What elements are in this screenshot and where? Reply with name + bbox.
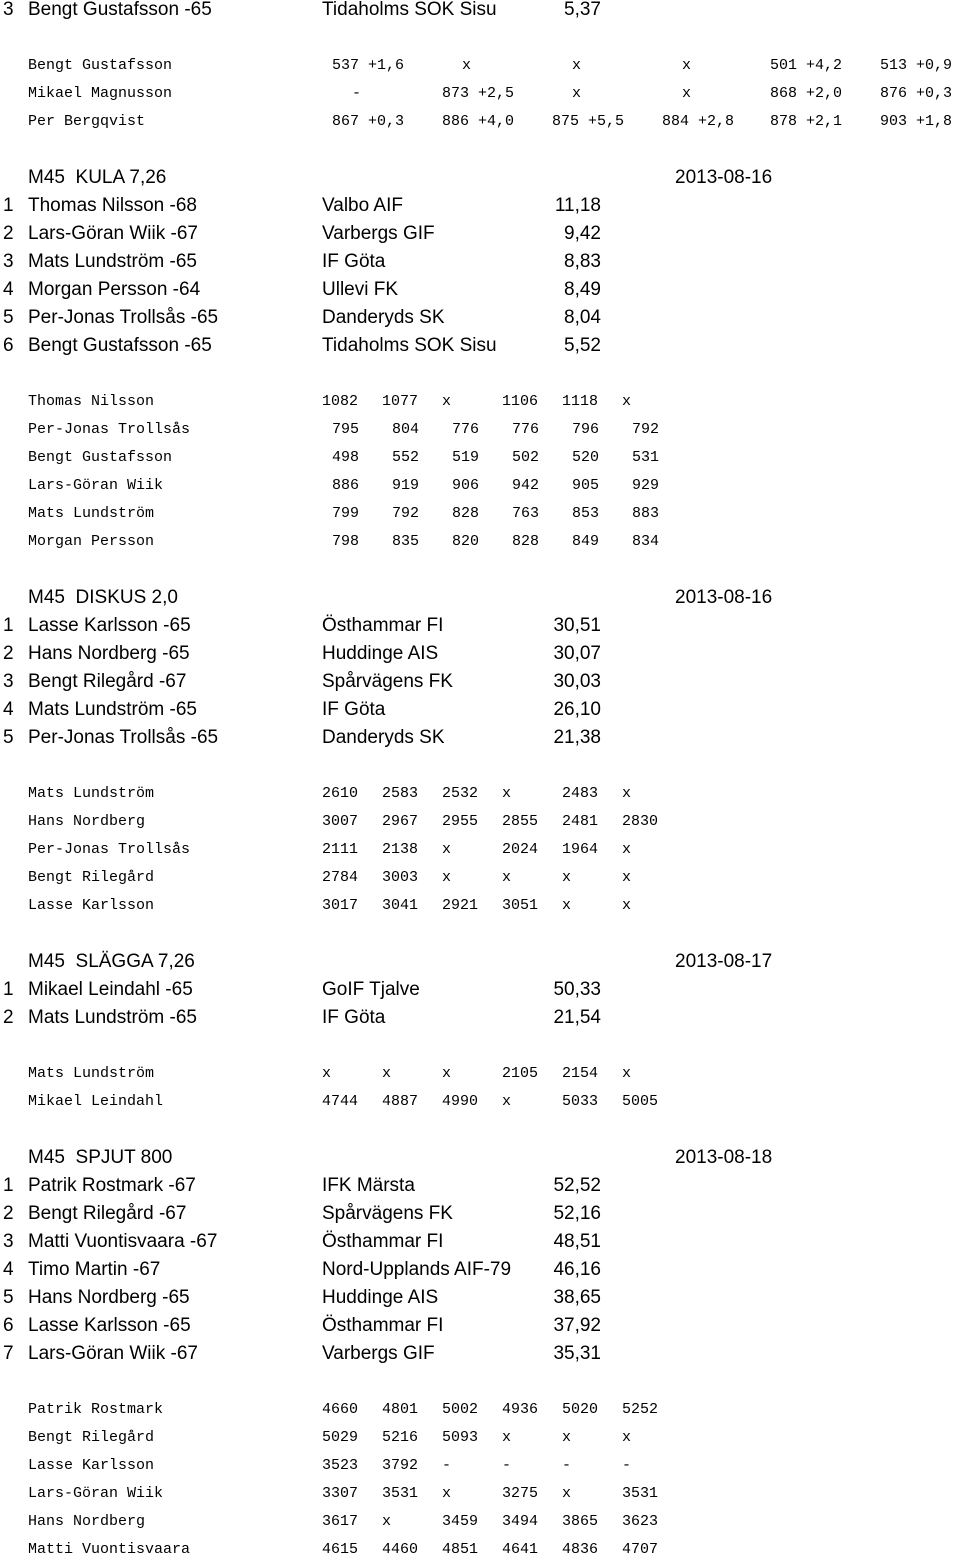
club-name: Ullevi FK (322, 279, 399, 300)
attempt-value: x (572, 57, 582, 74)
attempt-value: 1106 (502, 393, 539, 410)
result-value: 9,42 (564, 223, 601, 244)
place-number: 2 (3, 643, 14, 664)
athlete-name: Per-Jonas Trollsås -65 (28, 727, 219, 748)
result-value: 38,65 (553, 1287, 601, 1308)
result-row (0, 612, 960, 640)
series-row (0, 1396, 960, 1424)
attempt-value: x (502, 1093, 512, 1110)
result-row (0, 724, 960, 752)
attempt-value: 520 (572, 449, 600, 466)
attempt-value: x (562, 869, 572, 886)
attempt-value: 2481 (562, 813, 599, 830)
result-row (0, 304, 960, 332)
attempt-value: 886 +4,0 (442, 113, 515, 130)
place-number: 6 (3, 335, 14, 356)
place-number: 4 (3, 279, 14, 300)
attempt-value: 4460 (382, 1541, 419, 1558)
event-title: M45 DISKUS 2,0 (28, 587, 178, 608)
attempt-value: 903 +1,8 (880, 113, 953, 130)
attempt-value: 5002 (442, 1401, 479, 1418)
attempt-value: x (622, 1429, 632, 1446)
club-name: Spårvägens FK (322, 1203, 453, 1224)
attempt-value: 776 (512, 421, 540, 438)
attempt-value: 1964 (562, 841, 599, 858)
attempt-value: 1118 (562, 393, 599, 410)
attempt-value: 3051 (502, 897, 539, 914)
attempt-value: 5029 (322, 1429, 359, 1446)
event-title: M45 SLÄGGA 7,26 (28, 951, 195, 972)
result-value: 21,54 (553, 1007, 601, 1028)
attempt-value: x (622, 393, 632, 410)
series-row (0, 1480, 960, 1508)
attempt-value: 884 +2,8 (662, 113, 735, 130)
series-athlete-name: Bengt Rilegård (28, 869, 155, 886)
place-number: 5 (3, 307, 14, 328)
attempt-value: 868 +2,0 (770, 85, 843, 102)
attempt-value: x (622, 785, 632, 802)
result-value: 21,38 (553, 727, 601, 748)
attempt-value: x (462, 57, 472, 74)
attempt-value: 4851 (442, 1541, 479, 1558)
attempt-value: 3003 (382, 869, 419, 886)
attempt-value: 3494 (502, 1513, 539, 1530)
result-row (0, 1284, 960, 1312)
result-row (0, 1256, 960, 1284)
result-value: 35,31 (553, 1343, 601, 1364)
place-number: 2 (3, 1007, 14, 1028)
series-row (0, 52, 960, 80)
attempt-value: 929 (632, 477, 660, 494)
attempt-value: x (622, 869, 632, 886)
place-number: 1 (3, 195, 14, 216)
attempt-value: x (622, 897, 632, 914)
athlete-name: Bengt Rilegård -67 (28, 1203, 187, 1224)
athlete-name: Mikael Leindahl -65 (28, 979, 193, 1000)
athlete-name: Lasse Karlsson -65 (28, 615, 191, 636)
series-athlete-name: Morgan Persson (28, 533, 155, 550)
result-row (0, 976, 960, 1004)
attempt-value: 4836 (562, 1541, 599, 1558)
attempt-value: 5093 (442, 1429, 479, 1446)
series-row (0, 472, 960, 500)
attempt-value: 4801 (382, 1401, 419, 1418)
attempt-value: 3792 (382, 1457, 419, 1474)
series-athlete-name: Matti Vuontisvaara (28, 1541, 191, 1558)
attempt-value: 828 (452, 505, 480, 522)
attempt-value: x (622, 841, 632, 858)
event-title: M45 KULA 7,26 (28, 167, 167, 188)
result-row (0, 192, 960, 220)
attempt-value: 3623 (622, 1513, 659, 1530)
attempt-value: x (442, 841, 452, 858)
place-number: 6 (3, 1315, 14, 1336)
club-name: IF Göta (322, 1007, 386, 1028)
athlete-name: Timo Martin -67 (28, 1259, 161, 1280)
attempt-value: 1077 (382, 393, 419, 410)
attempt-value: 4887 (382, 1093, 419, 1110)
result-value: 46,16 (553, 1259, 601, 1280)
attempt-value: 2830 (622, 813, 659, 830)
attempt-value: 3275 (502, 1485, 539, 1502)
event-header (0, 164, 960, 192)
attempt-value: x (562, 1429, 572, 1446)
attempt-value: x (442, 1485, 452, 1502)
result-value: 5,37 (564, 0, 601, 20)
series-athlete-name: Hans Nordberg (28, 1513, 146, 1530)
attempt-value: x (682, 57, 692, 74)
place-number: 5 (3, 1287, 14, 1308)
result-value: 52,52 (553, 1175, 601, 1196)
attempt-value: 835 (392, 533, 420, 550)
series-athlete-name: Lars-Göran Wiik (28, 477, 164, 494)
place-number: 2 (3, 1203, 14, 1224)
attempt-value: 3041 (382, 897, 419, 914)
attempt-value: 3531 (622, 1485, 659, 1502)
attempt-value: 763 (512, 505, 540, 522)
attempt-value: 3017 (322, 897, 359, 914)
attempt-value: x (572, 85, 582, 102)
attempt-value: 5252 (622, 1401, 659, 1418)
series-row (0, 80, 960, 108)
attempt-value: x (682, 85, 692, 102)
series-row (0, 1060, 960, 1088)
result-row (0, 1200, 960, 1228)
place-number: 3 (3, 0, 14, 20)
attempt-value: 2024 (502, 841, 539, 858)
series-athlete-name: Lars-Göran Wiik (28, 1485, 164, 1502)
attempt-value: 4990 (442, 1093, 479, 1110)
attempt-value: 798 (332, 533, 360, 550)
attempt-value: 2784 (322, 869, 359, 886)
series-athlete-name: Lasse Karlsson (28, 897, 155, 914)
result-value: 37,92 (553, 1315, 601, 1336)
attempt-value: x (382, 1065, 392, 1082)
result-row (0, 1340, 960, 1368)
attempt-value: 849 (572, 533, 600, 550)
result-value: 11,18 (554, 195, 601, 216)
attempt-value: 2583 (382, 785, 419, 802)
attempt-value: x (502, 1429, 512, 1446)
attempt-value: 4936 (502, 1401, 539, 1418)
club-name: Valbo AIF (322, 195, 403, 216)
series-athlete-name: Hans Nordberg (28, 813, 146, 830)
result-value: 30,03 (553, 671, 601, 692)
series-athlete-name: Patrik Rostmark (28, 1401, 164, 1418)
attempt-value: 3865 (562, 1513, 599, 1530)
attempt-value: x (562, 897, 572, 914)
series-athlete-name: Per-Jonas Trollsås (28, 421, 191, 438)
result-value: 48,51 (553, 1231, 601, 1252)
result-row (0, 1172, 960, 1200)
attempt-value: 519 (452, 449, 480, 466)
athlete-name: Hans Nordberg -65 (28, 1287, 190, 1308)
series-athlete-name: Bengt Rilegård (28, 1429, 155, 1446)
attempt-value: 853 (572, 505, 600, 522)
attempt-value: x (322, 1065, 332, 1082)
result-row (0, 220, 960, 248)
result-value: 8,49 (564, 279, 601, 300)
series-athlete-name: Mikael Magnusson (28, 85, 173, 102)
series-row (0, 388, 960, 416)
athlete-name: Mats Lundström -65 (28, 699, 197, 720)
result-row (0, 696, 960, 724)
result-row (0, 332, 960, 360)
attempt-value: 4707 (622, 1541, 659, 1558)
series-row (0, 1508, 960, 1536)
series-athlete-name: Lasse Karlsson (28, 1457, 155, 1474)
place-number: 3 (3, 1231, 14, 1252)
attempt-value: 820 (452, 533, 480, 550)
place-number: 5 (3, 727, 14, 748)
series-athlete-name: Per-Jonas Trollsås (28, 841, 191, 858)
attempt-value: - (352, 85, 362, 102)
series-row (0, 500, 960, 528)
attempt-value: 867 +0,3 (332, 113, 405, 130)
place-number: 3 (3, 671, 14, 692)
club-name: Östhammar FI (322, 1231, 444, 1252)
place-number: 1 (3, 1175, 14, 1196)
attempt-value: 531 (632, 449, 660, 466)
attempt-value: 942 (512, 477, 540, 494)
athlete-name: Bengt Rilegård -67 (28, 671, 187, 692)
attempt-value: 5020 (562, 1401, 599, 1418)
attempt-value: x (382, 1513, 392, 1530)
result-value: 30,07 (553, 643, 601, 664)
club-name: Spårvägens FK (322, 671, 453, 692)
result-row (0, 276, 960, 304)
result-value: 8,04 (564, 307, 601, 328)
place-number: 3 (3, 251, 14, 272)
attempt-value: x (622, 1065, 632, 1082)
athlete-name: Mats Lundström -65 (28, 1007, 197, 1028)
result-value: 26,10 (553, 699, 601, 720)
club-name: GoIF Tjalve (322, 979, 420, 1000)
series-athlete-name: Mats Lundström (28, 1065, 155, 1082)
place-number: 2 (3, 223, 14, 244)
result-value: 50,33 (553, 979, 601, 1000)
attempt-value: 2921 (442, 897, 479, 914)
series-athlete-name: Per Bergqvist (28, 113, 146, 130)
attempt-value: 873 +2,5 (442, 85, 515, 102)
series-row (0, 1424, 960, 1452)
attempt-value: 501 +4,2 (770, 57, 843, 74)
attempt-value: 875 +5,5 (552, 113, 625, 130)
event-date: 2013-08-16 (675, 587, 773, 608)
attempt-value: 552 (392, 449, 420, 466)
event-date: 2013-08-16 (675, 167, 773, 188)
event-title: M45 SPJUT 800 (28, 1147, 173, 1168)
attempt-value: 792 (632, 421, 660, 438)
series-row (0, 444, 960, 472)
athlete-name: Morgan Persson -64 (28, 279, 201, 300)
club-name: Danderyds SK (322, 307, 445, 328)
athlete-name: Lasse Karlsson -65 (28, 1315, 191, 1336)
attempt-value: 2105 (502, 1065, 539, 1082)
attempt-value: 5005 (622, 1093, 659, 1110)
result-row (0, 248, 960, 276)
athlete-name: Bengt Gustafsson -65 (28, 0, 212, 20)
attempt-value: 796 (572, 421, 600, 438)
series-row (0, 864, 960, 892)
series-athlete-name: Mats Lundström (28, 505, 155, 522)
series-row (0, 1088, 960, 1116)
series-athlete-name: Mikael Leindahl (28, 1093, 164, 1110)
attempt-value: 3617 (322, 1513, 359, 1530)
attempt-value: 4615 (322, 1541, 359, 1558)
attempt-value: 5033 (562, 1093, 599, 1110)
series-athlete-name: Mats Lundström (28, 785, 155, 802)
club-name: Östhammar FI (322, 615, 444, 636)
attempt-value: 906 (452, 477, 480, 494)
result-row (0, 640, 960, 668)
athlete-name: Patrik Rostmark -67 (28, 1175, 196, 1196)
attempt-value: x (502, 785, 512, 802)
attempt-value: 2610 (322, 785, 359, 802)
attempt-value: - (622, 1457, 632, 1474)
club-name: Nord-Upplands AIF-79 (322, 1259, 512, 1280)
series-athlete-name: Bengt Gustafsson (28, 57, 173, 74)
attempt-value: 4641 (502, 1541, 539, 1558)
attempt-value: 905 (572, 477, 600, 494)
series-row (0, 108, 960, 136)
place-number: 1 (3, 615, 14, 636)
attempt-value: 537 +1,6 (332, 57, 405, 74)
result-row (0, 668, 960, 696)
attempt-value: 2111 (322, 841, 359, 858)
series-row (0, 836, 960, 864)
attempt-value: 4660 (322, 1401, 359, 1418)
athlete-name: Thomas Nilsson -68 (28, 195, 197, 216)
event-date: 2013-08-17 (675, 951, 773, 972)
series-row (0, 416, 960, 444)
attempt-value: 2138 (382, 841, 419, 858)
club-name: Huddinge AIS (322, 643, 439, 664)
event-date: 2013-08-18 (675, 1147, 773, 1168)
result-row (0, 1004, 960, 1032)
series-athlete-name: Thomas Nilsson (28, 393, 155, 410)
attempt-value: 3459 (442, 1513, 479, 1530)
place-number: 4 (3, 699, 14, 720)
attempt-value: 4744 (322, 1093, 359, 1110)
club-name: Tidaholms SOK Sisu (322, 0, 497, 20)
club-name: IF Göta (322, 699, 386, 720)
athlete-name: Mats Lundström -65 (28, 251, 197, 272)
attempt-value: 804 (392, 421, 420, 438)
attempt-value: x (442, 1065, 452, 1082)
attempt-value: 876 +0,3 (880, 85, 953, 102)
place-number: 7 (3, 1343, 14, 1364)
series-row (0, 808, 960, 836)
attempt-value: x (502, 869, 512, 886)
series-athlete-name: Bengt Gustafsson (28, 449, 173, 466)
club-name: Huddinge AIS (322, 1287, 439, 1308)
attempt-value: 3007 (322, 813, 359, 830)
attempt-value: 828 (512, 533, 540, 550)
attempt-value: - (442, 1457, 452, 1474)
series-row (0, 1452, 960, 1480)
club-name: Varbergs GIF (322, 223, 435, 244)
athlete-name: Hans Nordberg -65 (28, 643, 190, 664)
club-name: Varbergs GIF (322, 1343, 435, 1364)
attempt-value: 2855 (502, 813, 539, 830)
club-name: Tidaholms SOK Sisu (322, 335, 497, 356)
attempt-value: 498 (332, 449, 360, 466)
athlete-name: Per-Jonas Trollsås -65 (28, 307, 219, 328)
attempt-value: x (442, 869, 452, 886)
event-header (0, 948, 960, 976)
attempt-value: 776 (452, 421, 480, 438)
club-name: Danderyds SK (322, 727, 445, 748)
attempt-value: 834 (632, 533, 660, 550)
attempt-value: 878 +2,1 (770, 113, 843, 130)
attempt-value: 799 (332, 505, 360, 522)
attempt-value: 886 (332, 477, 360, 494)
athlete-name: Lars-Göran Wiik -67 (28, 1343, 198, 1364)
attempt-value: 3523 (322, 1457, 359, 1474)
attempt-value: 513 +0,9 (880, 57, 953, 74)
attempt-value: 3307 (322, 1485, 359, 1502)
result-value: 8,83 (564, 251, 601, 272)
club-name: Östhammar FI (322, 1315, 444, 1336)
series-row (0, 892, 960, 920)
series-row (0, 1536, 960, 1564)
attempt-value: 2967 (382, 813, 419, 830)
attempt-value: 2483 (562, 785, 599, 802)
result-value: 30,51 (553, 615, 601, 636)
attempt-value: 502 (512, 449, 540, 466)
attempt-value: 5216 (382, 1429, 419, 1446)
attempt-value: 2955 (442, 813, 479, 830)
result-value: 5,52 (564, 335, 601, 356)
attempt-value: - (562, 1457, 572, 1474)
event-header (0, 584, 960, 612)
club-name: IFK Märsta (322, 1175, 415, 1196)
attempt-value: 3531 (382, 1485, 419, 1502)
attempt-value: 792 (392, 505, 420, 522)
athlete-name: Bengt Gustafsson -65 (28, 335, 212, 356)
event-header (0, 1144, 960, 1172)
attempt-value: 2154 (562, 1065, 599, 1082)
attempt-value: - (502, 1457, 512, 1474)
attempt-value: x (442, 393, 452, 410)
series-row (0, 780, 960, 808)
place-number: 4 (3, 1259, 14, 1280)
athlete-name: Lars-Göran Wiik -67 (28, 223, 198, 244)
attempt-value: 2532 (442, 785, 479, 802)
result-row (0, 1228, 960, 1256)
series-row (0, 528, 960, 556)
place-number: 1 (3, 979, 14, 1000)
attempt-value: 795 (332, 421, 360, 438)
result-value: 52,16 (553, 1203, 601, 1224)
attempt-value: 883 (632, 505, 660, 522)
attempt-value: 919 (392, 477, 420, 494)
result-row (0, 0, 960, 24)
attempt-value: x (562, 1485, 572, 1502)
attempt-value: 1082 (322, 393, 359, 410)
result-row (0, 1312, 960, 1340)
athlete-name: Matti Vuontisvaara -67 (28, 1231, 218, 1252)
club-name: IF Göta (322, 251, 386, 272)
